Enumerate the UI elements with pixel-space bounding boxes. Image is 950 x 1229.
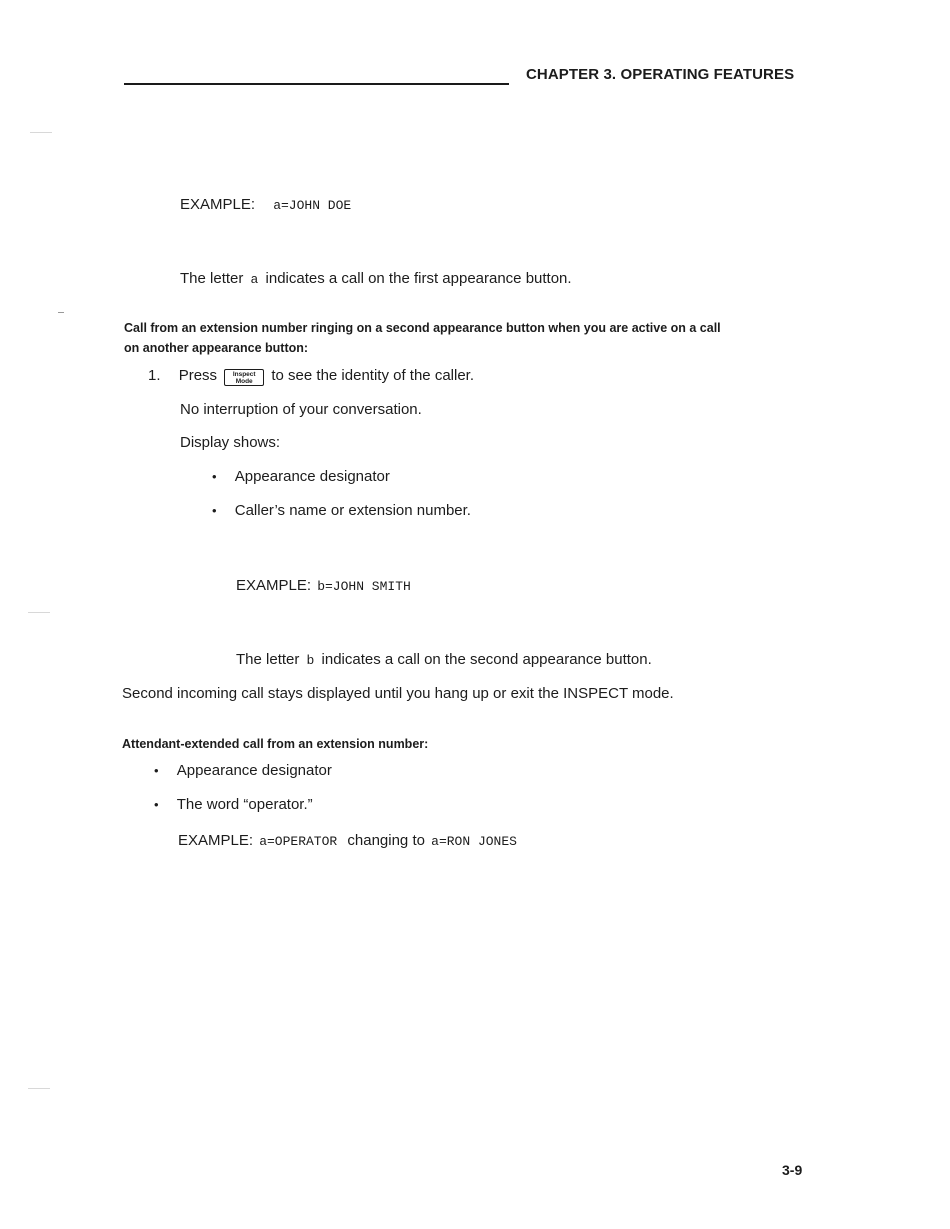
section-heading-attendant: Attendant-extended call from an extension number: bbox=[122, 737, 429, 751]
note-suffix: indicates a call on the second appearance button. bbox=[321, 651, 652, 668]
example-line-2 bbox=[236, 577, 411, 594]
step-1 bbox=[148, 367, 474, 386]
changing-to-text: changing to bbox=[347, 832, 425, 849]
scan-mark bbox=[58, 312, 64, 313]
chapter-title: CHAPTER 3. OPERATING FEATURES bbox=[526, 66, 795, 83]
note-suffix: indicates a call on the first appearance button. bbox=[265, 270, 572, 287]
note-line-1 bbox=[180, 270, 572, 287]
list-item: • Caller’s name or extension number. bbox=[212, 502, 471, 519]
list-item: • Appearance designator bbox=[154, 762, 332, 779]
second-incoming-text: Second incoming call stays displayed until you hang up or exit the INSPECT mode. bbox=[122, 685, 674, 702]
step-number: 1. bbox=[148, 367, 161, 384]
example-line-3 bbox=[178, 832, 517, 849]
step-prefix: Press bbox=[178, 367, 218, 384]
bullet-icon: • bbox=[212, 469, 217, 484]
list-item: • Appearance designator bbox=[212, 468, 390, 485]
example-label: EXAMPLE: bbox=[178, 832, 254, 849]
section-heading-inspect bbox=[124, 318, 721, 358]
example-label: EXAMPLE: bbox=[236, 577, 312, 594]
scan-mark bbox=[28, 1088, 50, 1089]
example-value-ron-jones: a=RON JONES bbox=[431, 834, 517, 849]
no-interruption-text: No interruption of your conversation. bbox=[180, 401, 422, 418]
example-value: b=JOHN SMITH bbox=[317, 579, 411, 594]
page-number: 3-9 bbox=[782, 1162, 803, 1178]
example-label: EXAMPLE: bbox=[180, 196, 256, 213]
note-prefix: The letter bbox=[180, 270, 244, 287]
example-value-operator: a=OPERATOR bbox=[259, 834, 338, 849]
bullet-icon: • bbox=[154, 763, 159, 778]
inspect-mode-key-icon: Inspect Mode bbox=[224, 369, 264, 386]
bullet-icon: • bbox=[212, 503, 217, 518]
header-rule bbox=[124, 83, 509, 85]
note-letter: a bbox=[250, 272, 259, 287]
heading-line-2: on another appearance button: bbox=[124, 341, 309, 355]
scan-mark bbox=[28, 612, 50, 613]
scan-mark bbox=[30, 132, 52, 133]
display-shows-text: Display shows: bbox=[180, 434, 281, 451]
note-letter: b bbox=[306, 653, 315, 668]
note-prefix: The letter bbox=[236, 651, 300, 668]
bullet-icon: • bbox=[154, 797, 159, 812]
example-value: a=JOHN DOE bbox=[273, 198, 352, 213]
note-line-2 bbox=[236, 651, 652, 668]
example-line-1 bbox=[180, 196, 351, 213]
step-suffix: to see the identity of the caller. bbox=[271, 367, 474, 384]
heading-line-1: Call from an extension number ringing on a second appearance button when you are active on a call bbox=[124, 321, 721, 335]
list-item: • The word “operator.” bbox=[154, 796, 313, 813]
